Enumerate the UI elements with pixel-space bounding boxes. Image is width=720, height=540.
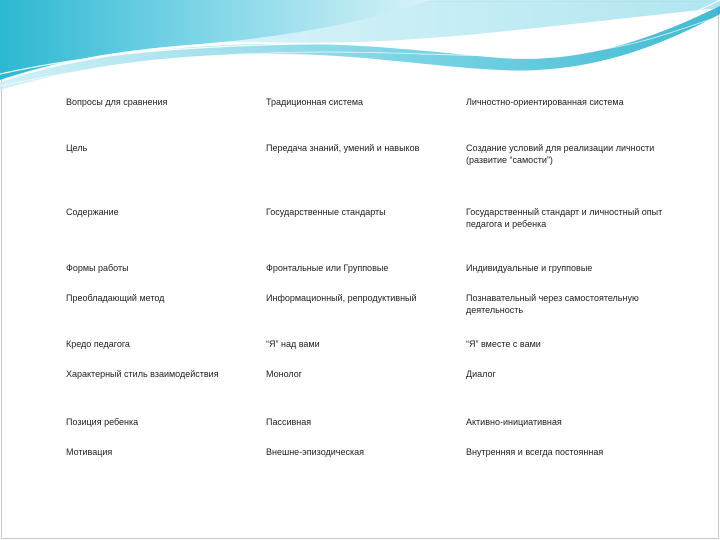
table-cell: “Я” над вами bbox=[266, 339, 320, 349]
table-cell: Вопросы для сравнения bbox=[66, 97, 168, 107]
table-cell: Внешне-эпизодическая bbox=[266, 447, 364, 457]
table-cell: Характерный стиль взаимодействия bbox=[66, 369, 219, 379]
table-row bbox=[60, 122, 680, 186]
table-cell: Традиционная система bbox=[266, 97, 364, 107]
table-cell: Пассивная bbox=[266, 417, 312, 427]
table-row bbox=[60, 436, 680, 476]
table-row bbox=[60, 186, 680, 252]
table-cell: Цель bbox=[66, 143, 88, 153]
table-row bbox=[60, 406, 680, 436]
table-cell: Монолог bbox=[266, 369, 303, 379]
table-cell: Государственный стандарт и личностный опыт педагога и ребенка bbox=[466, 207, 663, 229]
table-row bbox=[60, 358, 680, 406]
table-cell: Формы работы bbox=[66, 263, 129, 273]
table-cell: Индивидуальные и групповые bbox=[466, 263, 593, 273]
comparison-table-container bbox=[60, 82, 662, 482]
table-cell: “Я” вместе с вами bbox=[466, 339, 541, 349]
table-row bbox=[60, 282, 680, 328]
table-cell: Передача знаний, умений и навыков bbox=[266, 143, 420, 153]
table-row bbox=[60, 328, 680, 358]
table-cell: Государственные стандарты bbox=[266, 207, 386, 217]
table-row bbox=[60, 82, 680, 122]
table-cell: Кредо педагога bbox=[66, 339, 130, 349]
table-row bbox=[60, 252, 680, 282]
table-cell: Позиция ребенка bbox=[66, 417, 139, 427]
table-cell: Диалог bbox=[466, 369, 496, 379]
table-cell: Содержание bbox=[66, 207, 119, 217]
table-cell: Создание условий для реализации личности (развитие “самости”) bbox=[466, 143, 655, 165]
table-cell: Внутренняя и всегда постоянная bbox=[466, 447, 604, 457]
comparison-table bbox=[60, 82, 680, 476]
table-cell: Фронтальные или Групповые bbox=[266, 263, 389, 273]
table-cell: Преобладающий метод bbox=[66, 293, 165, 303]
table-cell: Активно-инициативная bbox=[466, 417, 562, 427]
table-cell: Личностно-ориентированная система bbox=[466, 97, 624, 107]
table-cell: Информационный, репродуктивный bbox=[266, 293, 417, 303]
table-cell: Мотивация bbox=[66, 447, 113, 457]
table-cell: Познавательный через самостоятельную деятельность bbox=[466, 293, 639, 315]
